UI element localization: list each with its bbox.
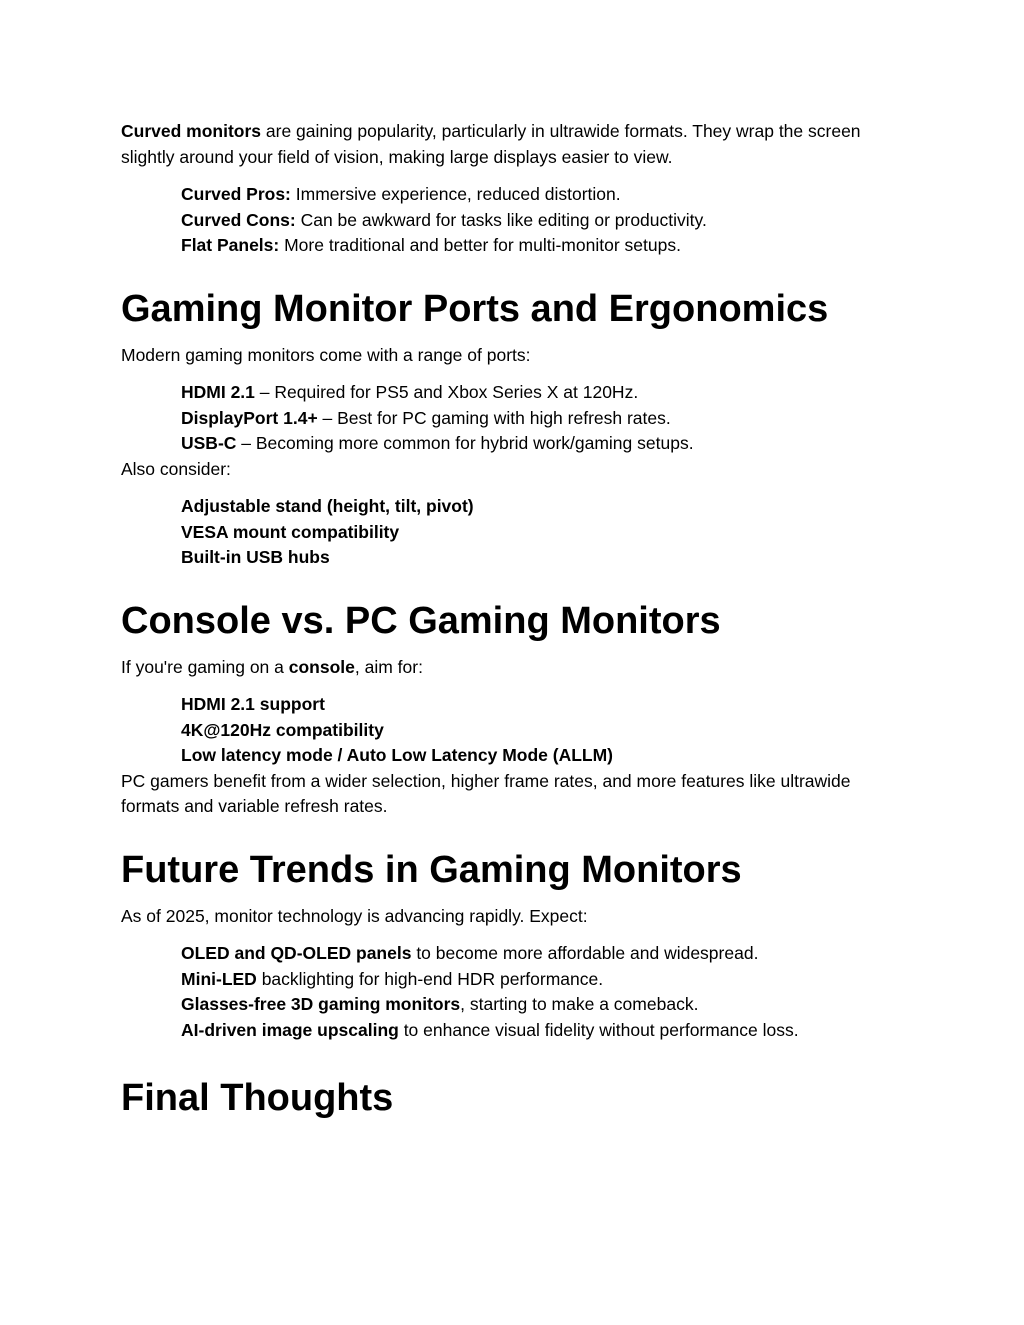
list-item (181, 992, 911, 1018)
console-term: console (288, 656, 355, 677)
list-item-text: to become more affordable and widespread. (411, 943, 759, 963)
list-item (181, 941, 911, 967)
ergonomics-list (181, 494, 911, 571)
list-item-text: to enhance visual fidelity without performance loss. (398, 1019, 799, 1040)
list-item-text: Can be awkward for tasks like editing or productivity. (295, 209, 707, 230)
list-item-term: HDMI 2.1 (181, 382, 255, 402)
list-item-text: , starting to make a comeback. (460, 994, 699, 1014)
list-item-text: Immersive experience, reduced distortion. (290, 184, 621, 204)
list-item (181, 718, 911, 744)
list-item-text: – Becoming more common for hybrid work/gaming setups. (236, 433, 694, 453)
future-intro: As of 2025, monitor technology is advancing rapidly. Expect: (121, 905, 588, 926)
console-heading: Console vs. PC Gaming Monitors (121, 599, 721, 642)
list-item (181, 692, 911, 718)
list-item-term: Flat Panels: (181, 235, 280, 255)
document-page (121, 119, 911, 1120)
console-intro-text: If you're gaming on a (121, 656, 289, 677)
list-item-term: Low latency mode / Auto Low Latency Mode (ALLM) (181, 745, 613, 765)
curved-list (181, 182, 911, 259)
list-item (181, 380, 911, 406)
list-item (181, 743, 911, 769)
list-item (181, 182, 911, 208)
list-item-term: Curved Pros: (181, 184, 291, 204)
list-item-text: More traditional and better for multi-monitor setups. (279, 235, 681, 255)
ports-intro: Modern gaming monitors come with a range of ports: (121, 344, 531, 365)
list-item-term: VESA mount compatibility (181, 521, 400, 542)
ports-list (181, 380, 911, 457)
console-intro (121, 655, 911, 681)
also-consider-label: Also consider: (121, 458, 231, 479)
list-item-term: Mini-LED (181, 968, 257, 989)
pc-gamers-paragraph: PC gamers benefit from a wider selection, higher frame rates, and more features like ultrawide formats and variable refresh rates. (121, 770, 851, 816)
list-item-term: Curved Cons: (181, 209, 296, 230)
list-item (181, 520, 911, 546)
future-list (181, 941, 911, 1043)
curved-monitors-paragraph (121, 119, 911, 170)
list-item-term: OLED and QD-OLED panels (181, 943, 412, 963)
list-item (181, 208, 911, 234)
list-item-term: DisplayPort 1.4+ (181, 407, 318, 428)
list-item-text: – Best for PC gaming with high refresh rates. (317, 407, 671, 428)
list-item (181, 494, 911, 520)
list-item-text: backlighting for high-end HDR performance. (256, 968, 604, 989)
list-item (181, 967, 911, 993)
list-item (181, 1018, 911, 1044)
future-heading: Future Trends in Gaming Monitors (121, 848, 742, 891)
ports-heading: Gaming Monitor Ports and Ergonomics (121, 287, 829, 330)
list-item (181, 406, 911, 432)
list-item (181, 233, 911, 259)
list-item-term: 4K@120Hz compatibility (181, 719, 384, 740)
list-item-text: – Required for PS5 and Xbox Series X at 120Hz. (254, 382, 639, 402)
list-item-term: AI-driven image upscaling (181, 1019, 399, 1040)
curved-monitors-term: Curved monitors (121, 121, 262, 141)
list-item (181, 431, 911, 457)
console-intro-text: , aim for: (354, 656, 423, 677)
list-item-term: Adjustable stand (height, tilt, pivot) (181, 496, 474, 516)
final-thoughts-heading: Final Thoughts (121, 1077, 394, 1119)
list-item-term: USB-C (181, 433, 237, 453)
list-item-term: Glasses-free 3D gaming monitors (181, 994, 461, 1014)
list-item-term: Built-in USB hubs (181, 547, 330, 567)
list-item-term: HDMI 2.1 support (181, 694, 325, 714)
console-list (181, 692, 911, 769)
curved-monitors-text: are gaining popularity, particularly in ultrawide formats. They wrap the screen slightly around your field of vision, making large displays easier to view. (121, 121, 861, 167)
list-item (181, 545, 911, 571)
